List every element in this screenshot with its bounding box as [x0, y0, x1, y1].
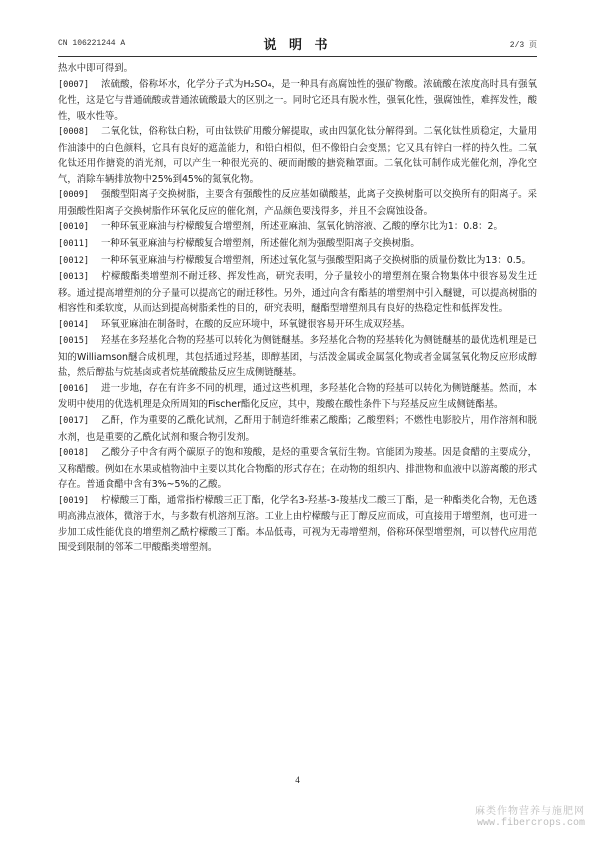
watermark-url: www.fibercrops.com	[476, 818, 585, 829]
document-body	[58, 61, 537, 556]
paragraph	[58, 187, 537, 219]
paragraph	[58, 413, 537, 445]
paragraph-number: [0014]	[58, 319, 90, 330]
page-number: 4	[295, 775, 300, 785]
paragraph	[58, 381, 537, 413]
paragraph-text: 二氧化钛，俗称钛白粉，可由钛铁矿用酸分解提取，或由四氯化钛分解得到。二氧化钛性质稳定，大量用作油漆中的白色颜料，它具有良好的遮盖能力，和铅白相似，但不像铅白会变黑；它又具有锌白一样的持久性。二氧化钛还用作搪瓷的消光剂，可以产生一种很光亮的、硬而耐酸的搪瓷釉罩面。二氧化钛可制作成光催化剂，净化空气，消除车辆排放物中25%到45%的氮氧化物。	[58, 126, 537, 185]
paragraph	[58, 333, 537, 381]
paragraph-text: 一种环氧亚麻油与柠檬酸复合增塑剂，所述催化剂为强酸型阳离子交换树脂。	[101, 238, 420, 250]
paragraph	[58, 61, 537, 77]
paragraph-number: [0012]	[58, 255, 90, 266]
paragraph-text: 羟基在多羟基化合物的羟基可以转化为侧链醚基。多羟基化合物的羟基转化为侧链醚基的最优选机理是已知的Williamson醚合成机理，其包括通过羟基，即醇基团，与活泼金属或金属氢化物或者金属氢氧化物反应形成醇盐，然后醇盐与烷基卤或者烷基硫酸盐反应生成侧链醚基。	[58, 335, 537, 379]
paragraph-number: [0018]	[58, 448, 90, 459]
publication-number: CN 106221244 A	[58, 39, 126, 48]
paragraph-text: 浓硫酸，俗称坏水，化学分子式为H₂SO₄，是一种具有高腐蚀性的强矿物酸。浓硫酸在浓度高时具有强氧化性，这是它与普通硫酸或普通浓硫酸最大的区别之一。同时它还具有脱水性，强氧化性，强腐蚀性，难挥发性，酸性，吸水性等。	[58, 78, 537, 122]
paragraph-text: 环氧亚麻油在制备时，在酸的反应环境中，环氧键很容易开环生成双羟基。	[101, 318, 411, 330]
page-header	[58, 34, 537, 54]
paragraph-number: [0011]	[58, 239, 90, 250]
paragraph-text: 乙酐，作为重要的乙酰化试剂，乙酐用于制造纤维素乙酸酯；乙酸塑料；不燃性电影胶片，用作溶剂和脱水剂，也是重要的乙酰化试剂和聚合物引发剂。	[58, 415, 537, 443]
paragraph-text: 进一步地，存在有许多不同的机理，通过这些机理，多羟基化合物的羟基可以转化为侧链醚基。然而，本发明中使用的优选机理是众所周知的Fischer酯化反应，其中，羧酸在酸性条件下与羟基反应生成侧链酯基。	[58, 382, 537, 411]
paragraph-text: 柠檬酸三丁酯，通常指柠檬酸三正丁酯，化学名3-羟基-3-羧基戊二酸三丁酯，是一种酯类化合物，无色透明高沸点液体，微溶于水，与多数有机溶剂互溶。工业上由柠檬酸与正丁醇反应而成，可直接用于增塑剂，也可进一步加工成性能优良的增塑剂乙酰柠檬酸三丁酯。本品低毒，可视为无毒增塑剂，俗称环保型增塑剂，可以替代应用范围受到限制的邻苯二甲酸酯类增塑剂。	[58, 494, 537, 554]
paragraph	[58, 269, 537, 317]
paragraph-number: [0008]	[58, 127, 90, 138]
paragraph	[58, 77, 537, 125]
paragraph-number: [0009]	[58, 190, 90, 201]
paragraph-text: 一种环氧亚麻油与柠檬酸复合增塑剂，所述过氧化氢与强酸型阳离子交换树脂的质量份数比为13：0.5。	[101, 254, 532, 266]
paragraph	[58, 493, 537, 556]
paragraph-number: [0015]	[58, 336, 90, 347]
watermark-site-name: 麻类作物营养与施肥网	[475, 806, 585, 817]
paragraph-text: 热水中即可得到。	[58, 63, 134, 74]
paragraph-number: [0016]	[58, 383, 90, 394]
paragraph-number: [0007]	[58, 79, 90, 90]
paragraph-text: 柠檬酸酯类增塑剂不耐迁移、挥发性高，研究表明，分子量较小的增塑剂在聚合物集体中很容易发生迁移。通过提高增塑剂的分子量可以提高它的耐迁移性。另外，通过向含有酯基的增塑剂中引入醚键，可以提高树脂的相容性和柔软度，从而达到提高树脂柔性的目的，研究表明，醚酯型增塑剂具有良好的热稳定性和低挥发性。	[58, 271, 537, 315]
paragraph-text: 强酸型阳离子交换树脂，主要含有强酸性的反应基如磺酸基，此离子交换树脂可以交换所有的阳离子。采用强酸性阳离子交换树脂作环氧化反应的催化剂，产品颜色要浅得多，并且不会腐蚀设备。	[58, 189, 537, 217]
paragraph	[58, 445, 537, 493]
paragraph	[58, 219, 537, 236]
paragraph-text: 一种环氧亚麻油与柠檬酸复合增塑剂，所述亚麻油、氢氧化钠溶液、乙酸的摩尔比为1：0.8：2。	[101, 221, 503, 233]
document-title: 说 明 书	[263, 38, 332, 53]
page-counter: 2/3 页	[509, 41, 537, 50]
paragraph-number: [0013]	[58, 272, 90, 283]
paragraph-number: [0019]	[58, 495, 90, 506]
paragraph	[58, 236, 537, 253]
paragraph	[58, 124, 537, 187]
paragraph-number: [0010]	[58, 222, 90, 233]
paragraph-text: 乙酸分子中含有两个碳原子的饱和羧酸，是烃的重要含氧衍生物。官能团为羧基。因是食醋的主要成分，又称醋酸。例如在水果或植物油中主要以其化合物酯的形式存在；在动物的组织内、排泄物和血液中以游离酸的形式存在。普通食醋中含有3%~5%的乙酸。	[58, 447, 537, 491]
watermark	[475, 806, 585, 830]
header-rule	[58, 56, 537, 57]
paragraph-number: [0017]	[58, 416, 90, 427]
paragraph	[58, 253, 537, 270]
paragraph	[58, 317, 537, 334]
